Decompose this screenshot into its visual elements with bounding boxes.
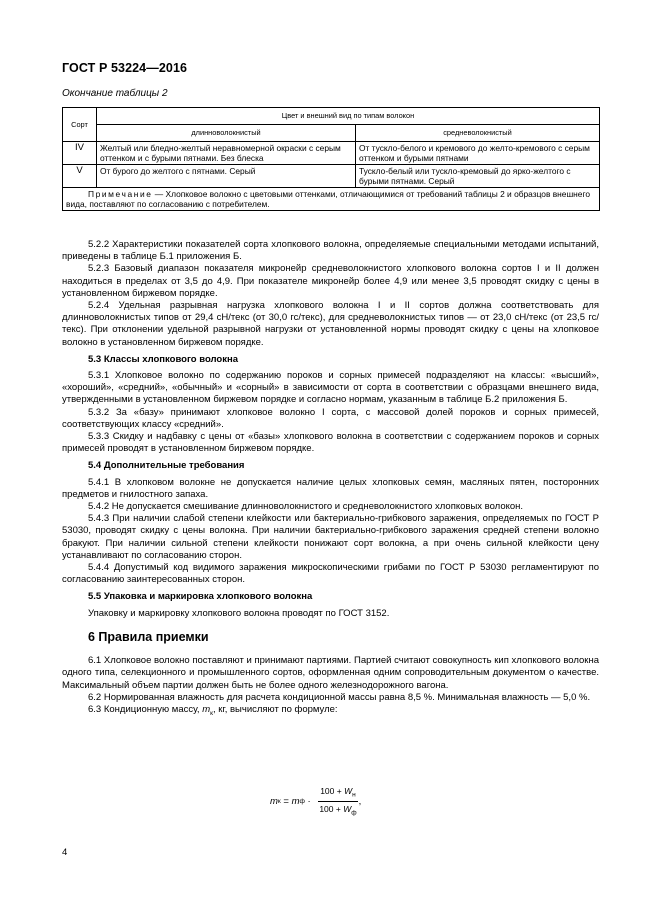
paragraph-5-4-4: 5.4.4 Допустимый код видимого заражения микроскопическими грибами по ГОСТ Р 53030 регламентируют по согласованию заинтересованных сторон.	[62, 562, 599, 586]
paragraph-6-3-sub: к	[210, 709, 213, 717]
formula-lhs-var: m	[270, 795, 278, 807]
numerator-const: 100 +	[320, 786, 345, 796]
paragraph-6-1: 6.1 Хлопковое волокно поставляют и принимают партиями. Партией считают совокупность кип хлопкового волокна одного типа, селекционного и промышленного сортов, оформленная одним сопроводительным документом о качестве. Максимальный объем партии должен быть не более одного железнодорожного вагона.	[62, 655, 599, 691]
table-caption: Окончание таблицы 2	[62, 88, 168, 99]
row-medium-staple: Тускло-белый или тускло-кремовый до ярко-желтого с бурыми пятнами. Серый	[356, 165, 600, 188]
table-row	[63, 165, 600, 188]
table-note-row	[63, 188, 600, 211]
table-subheader-row	[63, 125, 600, 142]
grade-color-table	[62, 107, 600, 211]
header-sort: Сорт	[63, 108, 97, 142]
numerator-sub: н	[352, 791, 356, 799]
note-label: Примечание	[88, 189, 153, 199]
formula-numerator	[318, 786, 358, 802]
formula-fraction	[317, 786, 358, 816]
paragraph-6-3-var: m	[202, 703, 211, 715]
paragraph-5-3-1: 5.3.1 Хлопковое волокно по содержанию пороков и сорных примесей подразделяют на классы: «высший», «хороший», «средний», «обычный» и «сорный» в зависимости от сорта в соответствии с образцами внешнего вида, утвержденными в установленном биржевом порядке и согласно нормам, указанным в таблице Б.2 приложения Б.	[62, 370, 599, 406]
document-body	[62, 239, 599, 720]
page-number: 4	[62, 847, 68, 858]
heading-6: 6 Правила приемки	[88, 629, 209, 644]
denominator-var: W	[343, 803, 352, 814]
paragraph-5-4-1: 5.4.1 В хлопковом волокне не допускается наличие целых хлопковых семян, масляных пятен, посторонних предметов и гнилостного запаха.	[62, 476, 599, 500]
paragraph-5-2-4: 5.2.4 Удельная разрывная нагрузка хлопкового волокна I и II сортов должна соответствовать для длинноволокнистых типов от 29,4 сН/текс (от 30,0 гс/текс), для средневолокнистых типов — от 23,0 сН/текс (от 23,5 гс/текс). При отклонении удельной разрывной нагрузки от установленной нормы проводят скидку с цены на хлопковое волокно в установленном биржевом порядке.	[62, 300, 599, 348]
heading-5-3: 5.3 Классы хлопкового волокна	[88, 353, 239, 365]
table-header-row	[63, 108, 600, 125]
header-medium-staple: средневолокнистый	[356, 125, 600, 142]
note-text: — Хлопковое волокно с цветовыми оттенками, отличающимися от требований таблицы 2 и образцов внешнего вида, поставляют по согласованию с потребителем.	[66, 189, 590, 209]
paragraph-5-3-3: 5.3.3 Скидку и надбавку с цены от «базы» хлопкового волокна в соответствии с содержанием пороков и сорных примесей проводят в установленном биржевом порядке.	[62, 431, 599, 455]
table-row	[63, 142, 600, 165]
formula-denominator	[317, 802, 358, 817]
paragraph-5-4-3: 5.4.3 При наличии слабой степени клейкости или бактериально-грибкового заражения, определяемых по ГОСТ Р 53030, проводят скидку с цены волокна. При наличии бактериально-грибкового заражения средней степени волокно бракуют. При наличии сильной степени клейкости понижают сорт волокна, а при очень сильной клейкости цену устанавливают по согласованию сторон.	[62, 513, 599, 561]
document-header: ГОСТ Р 53224—2016	[62, 61, 188, 75]
paragraph-6-3-text: 6.3 Кондиционную массу,	[88, 703, 203, 715]
heading-5-4: 5.4 Дополнительные требования	[88, 460, 245, 472]
table-note	[63, 188, 600, 211]
paragraph-5-4-2: 5.4.2 Не допускается смешивание длинноволокнистого и средневолокнистого хлопковых волокон.	[88, 501, 524, 513]
paragraph-5-2-3: 5.2.3 Базовый диапазон показателя микронейр средневолокнистого хлопкового волокна сортов I и II должен находиться в пределах от 3,5 до 4,9. При показателе микронейр более 4,9 или менее 3,5 проводят скидку с цены в установленном биржевом порядке.	[62, 263, 599, 299]
paragraph-5-5: Упаковку и маркировку хлопкового волокна проводят по ГОСТ 3152.	[88, 607, 390, 619]
row-sort: IV	[63, 142, 97, 165]
row-medium-staple: От тускло-белого и кремового до желто-кремового с серым оттенком и бурыми пятнами	[356, 142, 600, 165]
formula-lhs-sub: к	[277, 797, 281, 805]
denominator-sub: ф	[351, 809, 357, 817]
paragraph-6-3	[62, 704, 599, 720]
paragraph-6-2: 6.2 Нормированная влажность для расчета кондиционной массы равна 8,5 %. Минимальная влажность — 5,0 %.	[88, 691, 591, 703]
denominator-const: 100 +	[319, 803, 344, 814]
formula-comma: ,	[358, 795, 362, 807]
paragraph-6-3-text-end: , кг, вычисляют по формуле:	[212, 703, 338, 715]
numerator-var: W	[344, 786, 353, 796]
formula-equals: =	[280, 795, 292, 807]
header-color-group: Цвет и внешний вид по типам волокон	[97, 108, 600, 125]
row-sort: V	[63, 165, 97, 188]
row-long-staple: Желтый или бледно-желтый неравномерной окраски с серым оттенком и с бурыми пятнами. Без блеска	[97, 142, 356, 165]
formula-dot: ·	[304, 795, 314, 807]
conditional-mass-formula	[270, 786, 361, 816]
formula-rhs-var: m	[291, 795, 300, 807]
paragraph-5-2-2: 5.2.2 Характеристики показателей сорта хлопкового волокна, определяемые специальными методами испытаний, приведены в таблице Б.1 приложения Б.	[62, 239, 599, 263]
row-long-staple: От бурого до желтого с пятнами. Серый	[97, 165, 356, 188]
formula-rhs-sub: ф	[299, 797, 305, 805]
heading-5-5: 5.5 Упаковка и маркировка хлопкового волокна	[88, 591, 313, 603]
paragraph-5-3-2: 5.3.2 За «базу» принимают хлопковое волокно I сорта, с массовой долей пороков и сорных примесей, соответствующих классу «средний».	[62, 406, 599, 430]
header-long-staple: длинноволокнистый	[97, 125, 356, 142]
